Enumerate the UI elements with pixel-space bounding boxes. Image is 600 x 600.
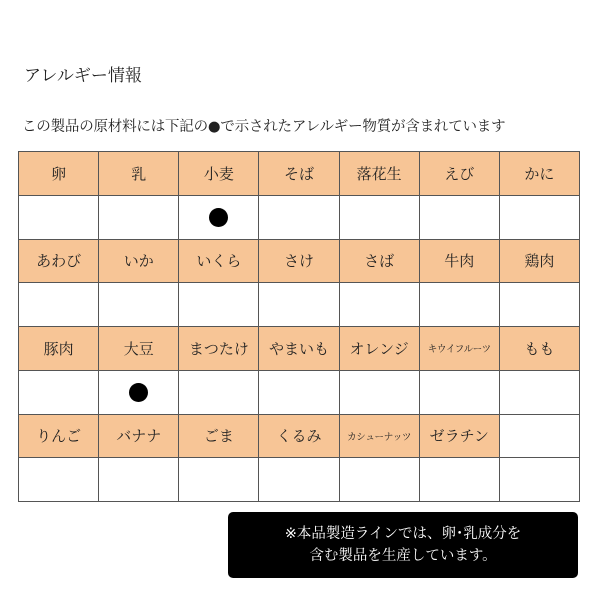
allergen-name-cell: さば [340,240,420,284]
allergen-name-cell: 卵 [19,152,99,196]
contains-dot-icon [129,383,148,402]
allergen-mark-cell [99,458,179,502]
allergen-mark-cell [340,283,420,327]
allergen-mark-cell [340,371,420,415]
empty-cell [500,415,580,459]
allergen-mark-cell [420,283,500,327]
allergen-mark-cell [259,196,339,240]
allergen-name-cell: まつたけ [179,327,259,371]
allergen-mark-cell [179,371,259,415]
allergen-name-cell: りんご [19,415,99,459]
production-line-note [228,512,578,578]
allergen-mark-cell [179,283,259,327]
allergen-mark-cell [179,196,259,240]
allergen-name-cell: キウイフルーツ [420,327,500,371]
allergen-name-cell: カシューナッツ [340,415,420,459]
allergen-mark-cell [420,196,500,240]
allergen-mark-cell [19,371,99,415]
allergen-mark-cell [420,371,500,415]
allergen-name-cell: くるみ [259,415,339,459]
allergen-table [18,151,580,502]
allergen-name-cell: バナナ [99,415,179,459]
allergen-name-cell: オレンジ [340,327,420,371]
intro-text: この製品の原材料には下記の●で示されたアレルギー物質が含まれています [22,119,506,135]
allergen-mark-cell [340,458,420,502]
allergen-name-cell: いくら [179,240,259,284]
allergen-mark-cell [500,458,580,502]
allergen-mark-cell [99,371,179,415]
allergen-name-cell: 豚肉 [19,327,99,371]
allergen-mark-cell [500,196,580,240]
allergen-name-cell: もも [500,327,580,371]
allergen-mark-cell [259,371,339,415]
allergen-mark-cell [19,283,99,327]
allergen-name-cell: さけ [259,240,339,284]
allergen-mark-cell [340,196,420,240]
allergen-name-cell: やまいも [259,327,339,371]
allergen-name-cell: ごま [179,415,259,459]
allergen-mark-cell [420,458,500,502]
allergen-mark-cell [500,371,580,415]
allergen-name-cell: 大豆 [99,327,179,371]
allergen-mark-cell [179,458,259,502]
allergen-mark-cell [19,458,99,502]
note-line-1: ※本品製造ラインでは、卵･乳成分を [284,526,522,542]
allergen-mark-cell [500,283,580,327]
allergen-name-cell: えび [420,152,500,196]
allergen-mark-cell [99,283,179,327]
allergen-name-cell: 乳 [99,152,179,196]
allergen-name-cell: 鶏肉 [500,240,580,284]
allergen-name-cell: かに [500,152,580,196]
allergen-mark-cell [259,283,339,327]
allergen-name-cell: いか [99,240,179,284]
allergen-mark-cell [19,196,99,240]
allergen-name-cell: 落花生 [340,152,420,196]
allergen-name-cell: 牛肉 [420,240,500,284]
allergen-name-cell: あわび [19,240,99,284]
allergen-mark-cell [259,458,339,502]
allergen-mark-cell [99,196,179,240]
allergen-name-cell: ゼラチン [420,415,500,459]
contains-dot-icon [209,208,228,227]
allergen-name-cell: そば [259,152,339,196]
note-line-2: 含む製品を生産しています。 [309,548,497,564]
allergen-name-cell: 小麦 [179,152,259,196]
page-title: アレルギー情報 [24,66,142,86]
